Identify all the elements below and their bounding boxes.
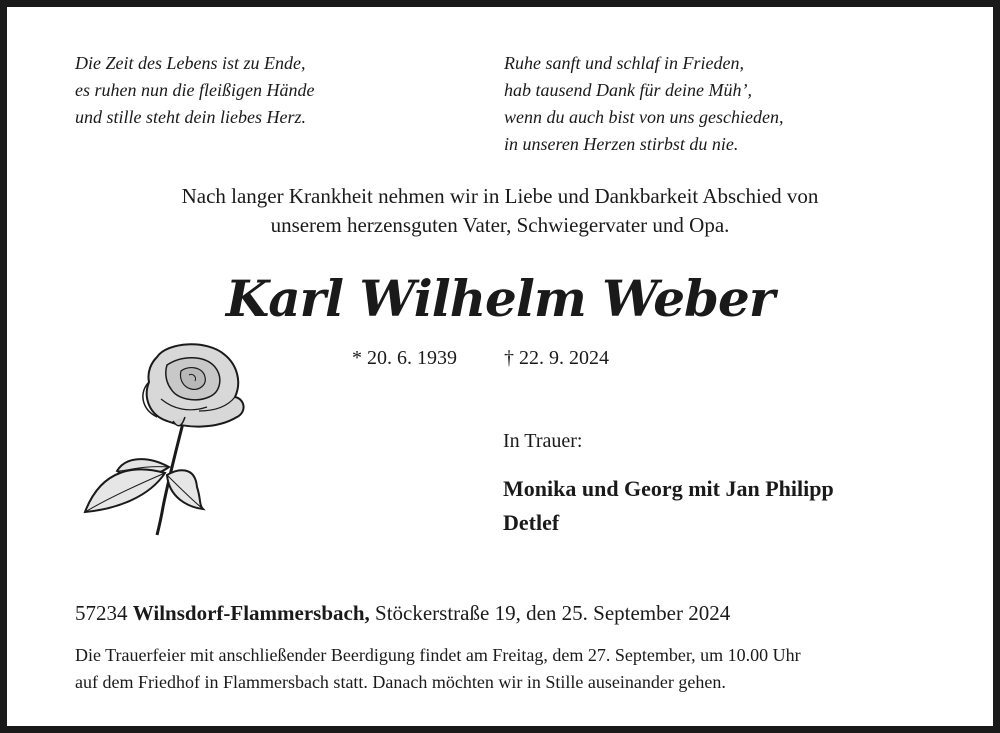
poem-line: es ruhen nun die fleißigen Hände [75, 80, 315, 100]
mourners-list [503, 472, 834, 540]
intro-line: unserem herzensguten Vater, Schwiegervater und Opa. [270, 213, 730, 237]
mourning-label: In Trauer: [503, 430, 583, 452]
deceased-name: Karl Wilhelm Weber [225, 269, 775, 328]
mourner-line: Detlef [503, 510, 560, 535]
intro-line: Nach langer Krankheit nehmen wir in Liebe und Dankbarkeit Abschied von [181, 184, 819, 208]
rose-icon [77, 337, 252, 537]
intro-text [7, 182, 993, 240]
poem-line: wenn du auch bist von uns geschieden, [504, 107, 784, 127]
town: Wilnsdorf-Flammersbach, [132, 601, 370, 625]
poem-left [75, 50, 314, 131]
death-date: † 22. 9. 2024 [504, 347, 609, 369]
postcode: 57234 [75, 601, 128, 625]
poem-line: und stille steht dein liebes Herz. [75, 107, 306, 127]
poem-right [504, 50, 783, 158]
life-dates [352, 345, 609, 371]
address-line [75, 599, 730, 627]
poem-line: in unseren Herzen stirbst du nie. [504, 134, 739, 154]
poem-line: hab tausend Dank für deine Müh’, [504, 80, 752, 100]
birth-date: * 20. 6. 1939 [352, 347, 457, 369]
poem-line: Die Zeit des Lebens ist zu Ende, [75, 53, 306, 73]
funeral-notice [75, 642, 801, 696]
poem-line: Ruhe sanft und schlaf in Frieden, [504, 53, 744, 73]
notice-line: auf dem Friedhof in Flammersbach statt. Danach möchten wir in Stille auseinander gehen. [75, 672, 726, 692]
mourner-line: Monika und Georg mit Jan Philipp [503, 476, 834, 501]
street-date: Stöckerstraße 19, den 25. September 2024 [375, 601, 731, 625]
notice-line: Die Trauerfeier mit anschließender Beerdigung findet am Freitag, dem 27. September, um 10.00 Uhr [75, 645, 801, 665]
